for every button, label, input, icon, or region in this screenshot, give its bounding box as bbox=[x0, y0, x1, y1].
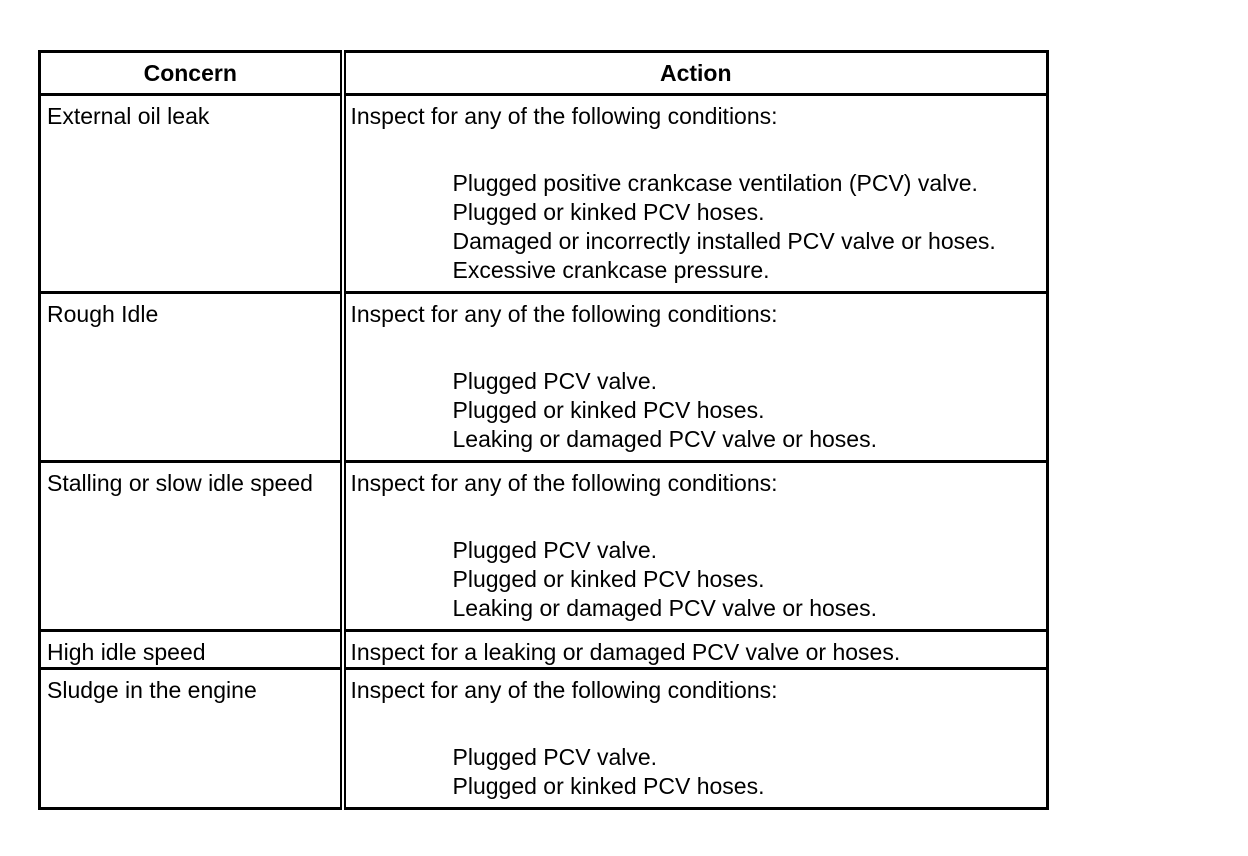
action-cell bbox=[343, 95, 1048, 293]
condition-item: Plugged PCV valve. bbox=[452, 537, 658, 563]
condition-item: Plugged positive crankcase ventilation (PCV) valve. bbox=[452, 170, 978, 196]
condition-item: Plugged or kinked PCV hoses. bbox=[452, 397, 765, 423]
action-intro: Inspect for any of the following conditions: bbox=[350, 301, 778, 327]
condition-item: Plugged or kinked PCV hoses. bbox=[452, 199, 765, 225]
concern-cell: Stalling or slow idle speed bbox=[40, 462, 343, 631]
condition-item: Plugged or kinked PCV hoses. bbox=[452, 773, 765, 799]
action-intro: Inspect for any of the following conditions: bbox=[350, 470, 778, 496]
concern-cell: Rough Idle bbox=[40, 293, 343, 462]
action-cell bbox=[343, 669, 1048, 809]
table-row bbox=[40, 293, 1048, 462]
action-column-header: Action bbox=[343, 52, 1048, 95]
condition-list bbox=[351, 169, 1047, 285]
action-intro: Inspect for a leaking or damaged PCV valve or hoses. bbox=[350, 639, 901, 665]
action-intro: Inspect for any of the following conditions: bbox=[350, 103, 778, 129]
concern-cell: Sludge in the engine bbox=[40, 669, 343, 809]
concern-column-header: Concern bbox=[40, 52, 343, 95]
action-cell bbox=[343, 631, 1048, 669]
header-row bbox=[40, 52, 1048, 95]
condition-item: Plugged PCV valve. bbox=[452, 368, 658, 394]
condition-item: Excessive crankcase pressure. bbox=[452, 257, 770, 283]
diagnosis-table bbox=[38, 50, 1049, 810]
table-row bbox=[40, 95, 1048, 293]
table-row bbox=[40, 669, 1048, 809]
condition-item: Damaged or incorrectly installed PCV valve or hoses. bbox=[452, 228, 996, 254]
condition-item: Plugged PCV valve. bbox=[452, 744, 658, 770]
condition-item: Leaking or damaged PCV valve or hoses. bbox=[452, 426, 877, 452]
condition-list bbox=[351, 536, 1047, 623]
table-row bbox=[40, 462, 1048, 631]
concern-cell: High idle speed bbox=[40, 631, 343, 669]
action-cell bbox=[343, 293, 1048, 462]
condition-list bbox=[351, 743, 1047, 801]
action-intro: Inspect for any of the following conditions: bbox=[350, 677, 778, 703]
action-cell bbox=[343, 462, 1048, 631]
condition-list bbox=[351, 367, 1047, 454]
condition-item: Plugged or kinked PCV hoses. bbox=[452, 566, 765, 592]
condition-item: Leaking or damaged PCV valve or hoses. bbox=[452, 595, 877, 621]
table-row bbox=[40, 631, 1048, 669]
concern-cell: External oil leak bbox=[40, 95, 343, 293]
